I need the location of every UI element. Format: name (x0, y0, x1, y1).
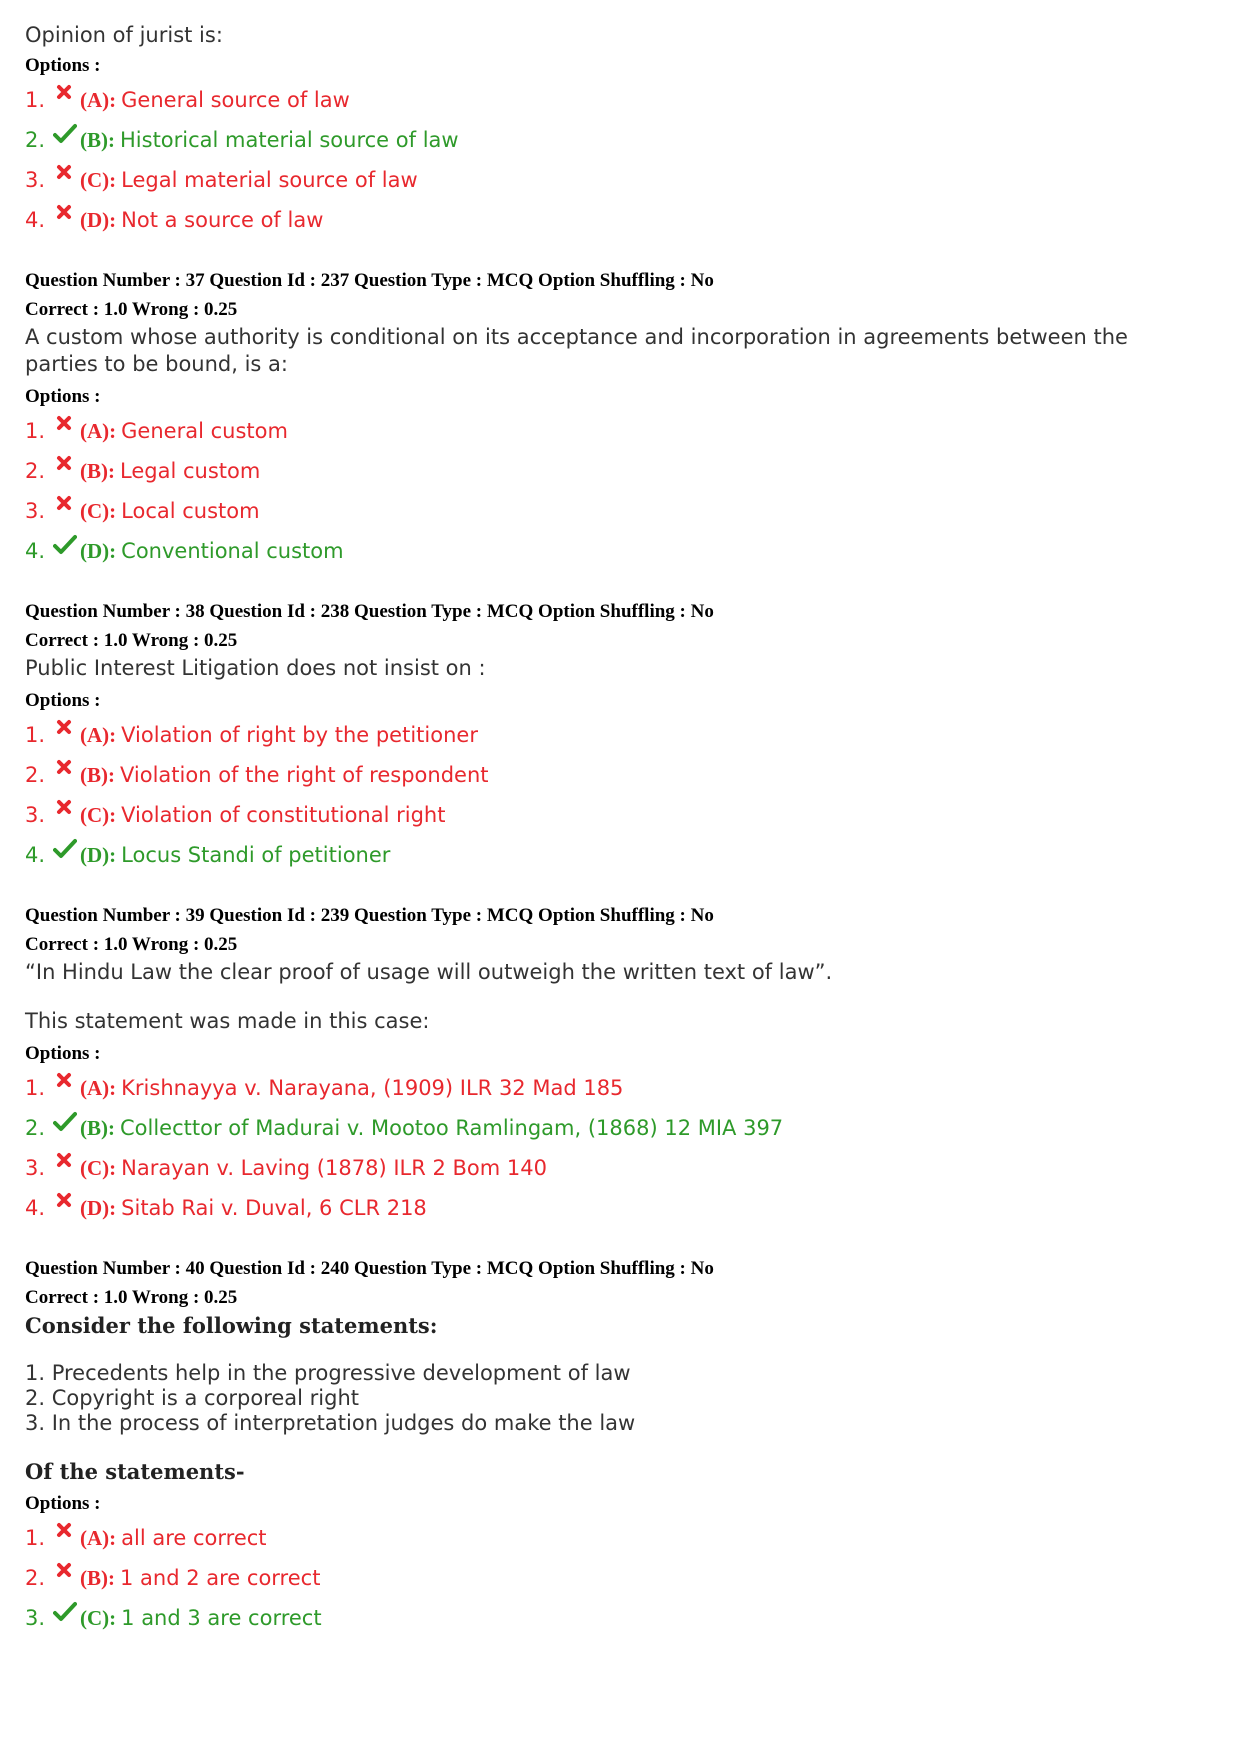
scoring-meta: Correct : 1.0 Wrong : 0.25 (25, 299, 238, 320)
question-text: Public Interest Litigation does not insist on : (25, 656, 486, 680)
option-number: 4. (25, 843, 46, 867)
option-number: 2. (25, 459, 46, 483)
cross-icon (53, 1520, 77, 1544)
option-letter: (A): (80, 722, 117, 747)
option-text: Violation of right by the petitioner (121, 723, 478, 747)
option-1 (25, 411, 1215, 451)
options-label: Options : (25, 55, 101, 76)
option-text: Not a source of law (121, 208, 324, 232)
option-text: Sitab Rai v. Duval, 6 CLR 218 (121, 1196, 427, 1220)
option-letter: (B): (80, 458, 115, 483)
option-3 (25, 795, 1215, 835)
check-icon (53, 1110, 77, 1134)
check-icon (53, 1600, 77, 1624)
option-text: 1 and 2 are correct (120, 1566, 321, 1590)
question-text-line1: “In Hindu Law the clear proof of usage will outweigh the written text of law”. (25, 960, 833, 984)
question-37 (25, 266, 1215, 571)
option-1 (25, 1518, 1215, 1558)
question-39 (25, 901, 1215, 1228)
option-letter: (A): (80, 418, 117, 443)
option-letter: (C): (80, 167, 117, 192)
option-letter: (B): (80, 1565, 115, 1590)
option-letter: (A): (80, 1075, 117, 1100)
option-1 (25, 715, 1215, 755)
option-text: Local custom (121, 499, 260, 523)
option-letter: (A): (80, 87, 117, 112)
option-2 (25, 1108, 1215, 1148)
statement-3: 3. In the process of interpretation judges do make the law (25, 1411, 636, 1435)
question-38 (25, 597, 1215, 875)
option-letter: (A): (80, 1525, 117, 1550)
option-1 (25, 1068, 1215, 1108)
cross-icon (53, 1190, 77, 1214)
check-icon (53, 122, 77, 146)
option-number: 4. (25, 1196, 46, 1220)
option-number: 1. (25, 88, 46, 112)
option-text: General custom (121, 419, 288, 443)
question-heading: Consider the following statements: (25, 1313, 438, 1338)
scoring-meta: Correct : 1.0 Wrong : 0.25 (25, 630, 238, 651)
option-2 (25, 755, 1215, 795)
options-label: Options : (25, 690, 101, 711)
option-number: 1. (25, 1076, 46, 1100)
option-number: 1. (25, 723, 46, 747)
check-icon (53, 533, 77, 557)
option-text: Narayan v. Laving (1878) ILR 2 Bom 140 (121, 1156, 547, 1180)
option-letter: (B): (80, 127, 115, 152)
cross-icon (53, 1070, 77, 1094)
option-text: Historical material source of law (120, 128, 459, 152)
options-label: Options : (25, 1493, 101, 1514)
option-2 (25, 451, 1215, 491)
option-text: Conventional custom (121, 539, 344, 563)
option-letter: (D): (80, 207, 117, 232)
cross-icon (53, 413, 77, 437)
option-number: 2. (25, 1566, 46, 1590)
option-3 (25, 1148, 1215, 1188)
cross-icon (53, 82, 77, 106)
options-list (25, 80, 1215, 240)
option-text: General source of law (121, 88, 350, 112)
option-text: Collecttor of Madurai v. Mootoo Ramlingam, (1868) 12 MIA 397 (120, 1116, 784, 1140)
option-number: 2. (25, 1116, 46, 1140)
cross-icon (53, 1150, 77, 1174)
option-number: 4. (25, 208, 46, 232)
scoring-meta: Correct : 1.0 Wrong : 0.25 (25, 934, 238, 955)
question-meta: Question Number : 40 Question Id : 240 Question Type : MCQ Option Shuffling : No (25, 1258, 714, 1279)
cross-icon (53, 493, 77, 517)
options-list (25, 1068, 1215, 1228)
option-text: all are correct (121, 1526, 267, 1550)
option-letter: (C): (80, 1605, 117, 1630)
option-letter: (B): (80, 1115, 115, 1140)
option-4 (25, 200, 1215, 240)
option-number: 1. (25, 1526, 46, 1550)
cross-icon (53, 757, 77, 781)
question-text: Opinion of jurist is: (25, 23, 223, 47)
scoring-meta: Correct : 1.0 Wrong : 0.25 (25, 1287, 238, 1308)
option-3 (25, 160, 1215, 200)
option-3 (25, 491, 1215, 531)
options-list (25, 411, 1215, 571)
option-text: Violation of constitutional right (121, 803, 446, 827)
option-letter: (C): (80, 802, 117, 827)
cross-icon (53, 202, 77, 226)
options-list (25, 1518, 1215, 1638)
option-letter: (C): (80, 1155, 117, 1180)
option-number: 3. (25, 803, 46, 827)
option-number: 3. (25, 1156, 46, 1180)
option-text: 1 and 3 are correct (121, 1606, 322, 1630)
option-4 (25, 531, 1215, 571)
option-2 (25, 1558, 1215, 1598)
statement-2: 2. Copyright is a corporeal right (25, 1386, 360, 1410)
option-letter: (D): (80, 1195, 117, 1220)
option-letter: (B): (80, 762, 115, 787)
question-text-line2: parties to be bound, is a: (25, 352, 288, 376)
question-36 (25, 22, 1215, 240)
question-40 (25, 1254, 1215, 1638)
option-text: Legal material source of law (121, 168, 418, 192)
option-2 (25, 120, 1215, 160)
options-label: Options : (25, 1043, 101, 1064)
option-number: 2. (25, 763, 46, 787)
question-text-line1: A custom whose authority is conditional on its acceptance and incorporation in agreements between the (25, 325, 1128, 349)
option-text: Locus Standi of petitioner (121, 843, 391, 867)
question-meta: Question Number : 39 Question Id : 239 Question Type : MCQ Option Shuffling : No (25, 905, 714, 926)
cross-icon (53, 453, 77, 477)
cross-icon (53, 162, 77, 186)
options-label: Options : (25, 386, 101, 407)
question-meta: Question Number : 37 Question Id : 237 Question Type : MCQ Option Shuffling : No (25, 270, 714, 291)
option-letter: (D): (80, 538, 117, 563)
question-text-line2: This statement was made in this case: (25, 1009, 430, 1033)
option-number: 1. (25, 419, 46, 443)
option-4 (25, 835, 1215, 875)
option-text: Legal custom (120, 459, 261, 483)
option-number: 2. (25, 128, 46, 152)
options-list (25, 715, 1215, 875)
cross-icon (53, 1560, 77, 1584)
option-4 (25, 1188, 1215, 1228)
cross-icon (53, 797, 77, 821)
option-number: 3. (25, 1606, 46, 1630)
question-paper (25, 22, 1215, 1638)
option-number: 3. (25, 499, 46, 523)
cross-icon (53, 717, 77, 741)
option-number: 3. (25, 168, 46, 192)
option-text: Krishnayya v. Narayana, (1909) ILR 32 Mad 185 (121, 1076, 624, 1100)
option-text: Violation of the right of respondent (120, 763, 489, 787)
option-3 (25, 1598, 1215, 1638)
option-1 (25, 80, 1215, 120)
option-letter: (C): (80, 498, 117, 523)
check-icon (53, 837, 77, 861)
option-letter: (D): (80, 842, 117, 867)
question-footer: Of the statements- (25, 1459, 245, 1484)
statement-1: 1. Precedents help in the progressive development of law (25, 1361, 631, 1385)
option-number: 4. (25, 539, 46, 563)
question-meta: Question Number : 38 Question Id : 238 Question Type : MCQ Option Shuffling : No (25, 601, 714, 622)
